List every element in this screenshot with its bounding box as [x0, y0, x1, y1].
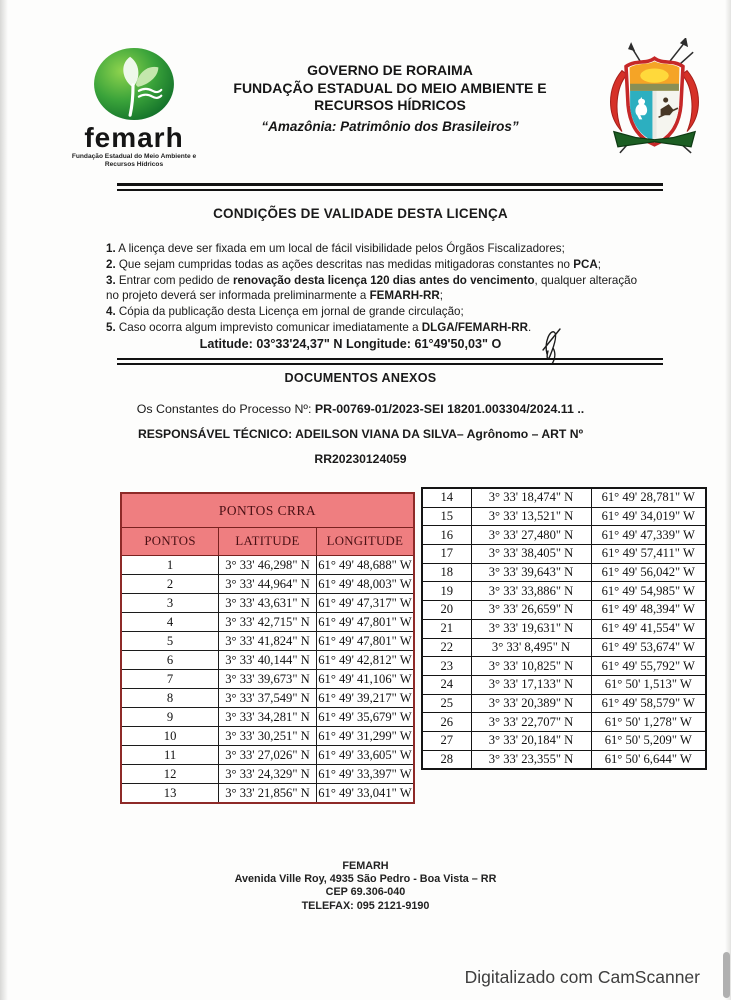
point-longitude: 61° 49' 33,041" W	[316, 784, 414, 804]
point-number: 23	[422, 657, 471, 676]
point-number: 12	[121, 765, 219, 784]
point-latitude: 3° 33' 20,184" N	[471, 731, 591, 750]
condition-text-segment: 3.	[106, 273, 116, 287]
process-line	[30, 402, 691, 416]
footer-address-block	[100, 860, 631, 913]
annex-title: DOCUMENTOS ANEXOS	[284, 371, 437, 385]
points-row	[422, 601, 706, 620]
points-row	[121, 765, 414, 784]
org-motto: “Amazônia: Patrimônio dos Brasileiros”	[261, 118, 519, 134]
points-row	[121, 746, 414, 765]
points-row	[422, 507, 706, 526]
footer-line: TELEFAX: 095 2121-9190	[301, 899, 430, 912]
point-number: 7	[121, 670, 219, 689]
scrollbar-thumb[interactable]	[723, 952, 730, 998]
condition-text-segment: DLGA/FEMARH-RR	[421, 320, 529, 334]
condition-text-segment: Cópia da publicação desta Licença em jornal de grande circulação;	[115, 305, 464, 319]
point-latitude: 3° 33' 30,251" N	[219, 727, 317, 746]
point-number: 16	[422, 526, 471, 545]
point-number: 8	[121, 689, 219, 708]
point-longitude: 61° 49' 48,003" W	[316, 575, 414, 594]
point-number: 5	[121, 632, 219, 651]
conditions-list	[106, 241, 646, 336]
point-latitude: 3° 33' 24,329" N	[219, 765, 317, 784]
points-row	[121, 689, 414, 708]
point-latitude: 3° 33' 42,715" N	[219, 613, 317, 632]
point-number: 19	[422, 582, 471, 601]
left-table-head	[121, 493, 414, 556]
condition-text-segment: 5.	[106, 320, 116, 334]
points-row	[121, 613, 414, 632]
org-header-block	[186, 62, 594, 134]
org-title-line: GOVERNO DE RORAIMA	[307, 62, 473, 78]
condition-text-segment: ;	[439, 289, 444, 303]
points-row	[422, 582, 706, 601]
condition-text-segment: ;	[597, 257, 601, 271]
points-row	[422, 563, 706, 582]
points-row	[121, 651, 414, 670]
point-number: 27	[422, 731, 471, 750]
condition-item	[106, 273, 646, 305]
point-latitude: 3° 33' 34,281" N	[219, 708, 317, 727]
point-longitude: 61° 49' 47,801" W	[316, 632, 414, 651]
point-latitude: 3° 33' 26,659" N	[471, 601, 591, 620]
point-latitude: 3° 33' 8,495" N	[471, 638, 591, 657]
point-longitude: 61° 49' 56,042" W	[591, 563, 706, 582]
point-longitude: 61° 49' 54,985" W	[591, 582, 706, 601]
footer-line: CEP 69.306-040	[325, 886, 406, 899]
left-table-body	[121, 556, 414, 804]
condition-text-segment: Que sejam cumpridas todas as ações descritas nas medidas mitigadoras constantes no	[115, 257, 574, 271]
points-row	[121, 708, 414, 727]
condition-text-segment: 2.	[106, 257, 116, 271]
points-row	[422, 675, 706, 694]
point-longitude: 61° 49' 57,411" W	[591, 545, 706, 564]
point-latitude: 3° 33' 10,825" N	[471, 657, 591, 676]
point-longitude: 61° 50' 6,644" W	[591, 750, 706, 769]
point-latitude: 3° 33' 41,824" N	[219, 632, 317, 651]
condition-text-segment: Entrar com pedido de	[115, 273, 233, 287]
point-number: 20	[422, 601, 471, 620]
point-number: 26	[422, 713, 471, 732]
point-number: 3	[121, 594, 219, 613]
point-longitude: 61° 49' 41,106" W	[316, 670, 414, 689]
points-row	[422, 619, 706, 638]
condition-text-segment: A licença deve ser fixada em um local de fácil visibilidade pelos Órgãos Fiscalizadores;	[115, 242, 565, 255]
points-row	[121, 632, 414, 651]
point-latitude: 3° 33' 39,643" N	[471, 563, 591, 582]
point-number: 4	[121, 613, 219, 632]
points-table-left	[120, 492, 415, 804]
points-row	[422, 731, 706, 750]
footer-line: FEMARH	[342, 860, 389, 872]
right-table-body	[422, 488, 706, 769]
point-latitude: 3° 33' 19,631" N	[471, 619, 591, 638]
points-row	[121, 556, 414, 575]
points-table-title: PONTOS CRRA	[121, 493, 414, 528]
points-row	[121, 784, 414, 804]
point-latitude: 3° 33' 17,133" N	[471, 675, 591, 694]
femarh-logo-subtitle: Fundação Estadual do Meio Ambiente e Recursos Hídricos	[71, 153, 197, 168]
point-longitude: 61° 49' 39,217" W	[316, 689, 414, 708]
point-number: 24	[422, 675, 471, 694]
responsible-technician-line: RESPONSÁVEL TÉCNICO: ADEILSON VIANA DA SILVA– Agrônomo – ART Nº	[137, 427, 584, 441]
point-longitude: 61° 49' 41,554" W	[591, 619, 706, 638]
col-header-longitude: LONGITUDE	[316, 528, 414, 556]
roraima-coat-of-arms-icon	[597, 38, 712, 163]
point-longitude: 61° 49' 48,394" W	[591, 601, 706, 620]
points-row	[422, 638, 706, 657]
condition-text-segment: , qualquer alteração no projeto deverá ser informada preliminarmente a	[106, 273, 638, 303]
points-row	[121, 670, 414, 689]
org-title-line: RECURSOS HÍDRICOS	[314, 97, 466, 113]
point-number: 10	[121, 727, 219, 746]
point-number: 1	[121, 556, 219, 575]
point-number: 6	[121, 651, 219, 670]
point-number: 13	[121, 784, 219, 804]
condition-item	[106, 257, 646, 273]
point-longitude: 61° 49' 55,792" W	[591, 657, 706, 676]
points-row	[121, 575, 414, 594]
point-number: 22	[422, 638, 471, 657]
art-number: RR20230124059	[314, 452, 407, 466]
point-longitude: 61° 49' 42,812" W	[316, 651, 414, 670]
condition-text-segment: Caso ocorra algum imprevisto comunicar imediatamente a	[115, 320, 422, 334]
condition-text-segment: PCA	[573, 257, 598, 271]
point-number: 25	[422, 694, 471, 713]
condition-text-segment: 4.	[106, 305, 116, 319]
condition-item	[106, 320, 646, 336]
point-longitude: 61° 50' 1,278" W	[591, 713, 706, 732]
license-conditions-title: CONDIÇÕES DE VALIDADE DESTA LICENÇA	[213, 206, 508, 221]
col-header-latitude: LATITUDE	[219, 528, 317, 556]
point-longitude: 61° 49' 47,801" W	[316, 613, 414, 632]
point-longitude: 61° 49' 33,605" W	[316, 746, 414, 765]
point-latitude: 3° 33' 46,298" N	[219, 556, 317, 575]
point-latitude: 3° 33' 21,856" N	[219, 784, 317, 804]
point-longitude: 61° 49' 58,579" W	[591, 694, 706, 713]
org-title-line: FUNDAÇÃO ESTADUAL DO MEIO AMBIENTE E	[233, 79, 547, 96]
point-longitude: 61° 50' 1,513" W	[591, 675, 706, 694]
points-row	[422, 713, 706, 732]
point-number: 2	[121, 575, 219, 594]
point-longitude: 61° 49' 47,339" W	[591, 526, 706, 545]
camscanner-watermark: Digitalizado com CamScanner	[464, 967, 700, 987]
condition-item	[106, 304, 646, 320]
double-rule-middle	[117, 358, 663, 365]
points-row	[422, 545, 706, 564]
point-number: 14	[422, 488, 471, 507]
point-number: 11	[121, 746, 219, 765]
condition-text-segment: 1.	[106, 242, 116, 255]
condition-text-segment: FEMARH-RR	[369, 289, 440, 303]
point-latitude: 3° 33' 44,964" N	[219, 575, 317, 594]
points-row	[422, 657, 706, 676]
point-longitude: 61° 49' 48,688" W	[316, 556, 414, 575]
point-latitude: 3° 33' 23,355" N	[471, 750, 591, 769]
footer-line: Avenida Ville Roy, 4935 São Pedro - Boa Vista – RR	[234, 873, 497, 886]
point-number: 9	[121, 708, 219, 727]
condition-text-segment: renovação desta licença 120 dias antes do vencimento	[232, 273, 535, 287]
point-latitude: 3° 33' 38,405" N	[471, 545, 591, 564]
point-number: 21	[422, 619, 471, 638]
page-left-edge-shadow	[0, 0, 8, 1000]
points-row	[121, 727, 414, 746]
point-latitude: 3° 33' 13,521" N	[471, 507, 591, 526]
points-table-right	[421, 487, 707, 770]
points-row	[121, 594, 414, 613]
points-row	[422, 526, 706, 545]
point-latitude: 3° 33' 18,474" N	[471, 488, 591, 507]
point-number: 15	[422, 507, 471, 526]
point-longitude: 61° 49' 28,781" W	[591, 488, 706, 507]
point-latitude: 3° 33' 39,673" N	[219, 670, 317, 689]
point-latitude: 3° 33' 37,549" N	[219, 689, 317, 708]
point-latitude: 3° 33' 20,389" N	[471, 694, 591, 713]
org-title-lines	[186, 62, 594, 115]
point-longitude: 61° 49' 34,019" W	[591, 507, 706, 526]
point-number: 18	[422, 563, 471, 582]
points-row	[422, 750, 706, 769]
points-row	[422, 694, 706, 713]
points-row	[422, 488, 706, 507]
point-latitude: 3° 33' 27,026" N	[219, 746, 317, 765]
point-latitude: 3° 33' 40,144" N	[219, 651, 317, 670]
point-longitude: 61° 49' 47,317" W	[316, 594, 414, 613]
femarh-logo-wordmark: femarh	[84, 122, 184, 153]
point-longitude: 61° 49' 31,299" W	[316, 727, 414, 746]
point-latitude: 3° 33' 27,480" N	[471, 526, 591, 545]
process-number: PR-00769-01/2023-SEI 18201.003304/2024.11 ..	[314, 402, 585, 416]
points-table-header-row	[121, 528, 414, 556]
point-latitude: 3° 33' 33,886" N	[471, 582, 591, 601]
point-longitude: 61° 49' 33,397" W	[316, 765, 414, 784]
point-number: 17	[422, 545, 471, 564]
point-latitude: 3° 33' 22,707" N	[471, 713, 591, 732]
page-right-edge-shadow	[725, 0, 731, 1000]
point-longitude: 61° 49' 35,679" W	[316, 708, 414, 727]
point-longitude: 61° 49' 53,674" W	[591, 638, 706, 657]
points-table-title-row	[121, 493, 414, 528]
process-label: Os Constantes do Processo Nº:	[136, 402, 312, 416]
point-latitude: 3° 33' 43,631" N	[219, 594, 317, 613]
point-longitude: 61° 50' 5,209" W	[591, 731, 706, 750]
col-header-pontos: PONTOS	[121, 528, 219, 556]
condition-item	[106, 241, 646, 257]
point-number: 28	[422, 750, 471, 769]
condition-text-segment: .	[528, 320, 532, 334]
femarh-logo-block	[68, 46, 200, 168]
double-rule-top	[117, 183, 663, 191]
coordinates-line: Latitude: 03°33'24,37" N Longitude: 61°49'50,03" O	[199, 337, 502, 351]
